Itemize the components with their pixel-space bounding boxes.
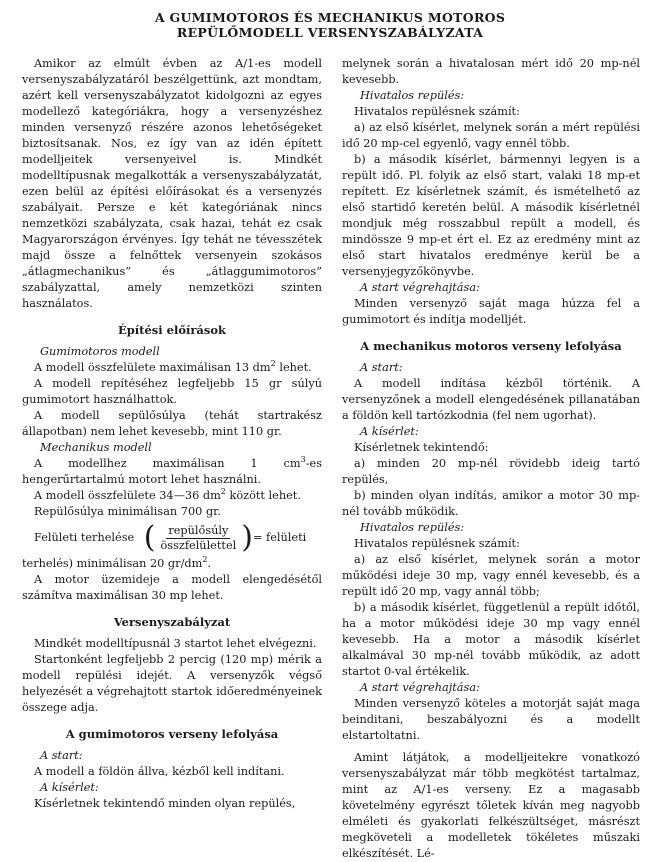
race-rules-heading: Versenyszabályzat xyxy=(113,615,231,629)
formula-label: Felületi terhelése xyxy=(34,531,135,544)
rubber-model-subheading: Gumimotoros modell xyxy=(40,345,160,358)
formula-fraction xyxy=(158,524,238,553)
mech-official-intro: Hivatalos repülésnek számít: xyxy=(354,537,520,550)
formula-equals: = felületi xyxy=(252,531,307,544)
formula-tail: terhelés) minimálisan 20 $gr/dm^2$. xyxy=(22,555,212,570)
left-column xyxy=(22,56,322,812)
rubber-attempt-paragraph: Kísérletnek tekintendő minden olyan repülés, xyxy=(34,797,296,810)
wing-loading-formula xyxy=(22,520,322,556)
continued-paragraph: melynek során a hivatalosan mért idő 20 mp-nél kevesebb. xyxy=(342,57,640,86)
mech-official-b: b) a második kísérlet, függetlenül a repült időtől, ha a motor működési ideje 30 mp vagy ennél kevesebb. Ha a motor a második kísérlet alkalmával 30 mp-nél tovább működik, az adott startot 0-val értékelik. xyxy=(342,601,640,678)
mech-execution-paragraph: Minden versenyző köteles a motorját saját maga beinditani, beszabályozni és a modellt elstartoltatni. xyxy=(342,697,640,742)
mech-attempt-a: a) minden 20 mp-nél rövidebb ideig tartó repülés, xyxy=(342,457,640,486)
title-line-2: REPÜLŐMODELL VERSENYSZABÁLYZATA xyxy=(176,25,484,40)
official-flight-a: a) az első kísérlet, melynek során a mért repülési idő 20 mp-cel egyenlő, vagy ennél több. xyxy=(342,121,640,150)
start-execution-subheading: A start végrehajtása: xyxy=(360,281,480,294)
race-starts-paragraph: Mindkét modelltípusnál 3 startot lehet elvégezni. xyxy=(34,637,317,650)
rubber-weight-paragraph: A modell sepülősúlya (tehát startrakész állapotban) nem lehet kevesebb, mint 110 gr. xyxy=(22,409,322,438)
mech-execution-subheading: A start végrehajtása: xyxy=(360,681,480,694)
start-execution-paragraph: Minden versenyző saját maga húzza fel a gumimotort és indítja modelljét. xyxy=(342,297,640,326)
mechanical-model-subheading: Mechanikus modell xyxy=(40,441,152,454)
mech-runtime-paragraph: A motor üzemideje a modell elengedésétől számítva maximálisan 30 mp lehet. xyxy=(22,573,322,602)
mech-engine-paragraph: A modellhez maximálisan 1 $cm^3-es$ hengerűrtartalmú motort lehet használni. xyxy=(22,455,322,486)
rubber-start-paragraph: A modell a földön állva, kézből kell indítani. xyxy=(34,765,285,778)
right-column xyxy=(342,56,640,862)
rubber-attempt-subheading: A kísérlet: xyxy=(40,781,99,794)
build-rules-heading: Építési előírások xyxy=(118,323,226,337)
mech-area-paragraph: A modell összfelülete 34—36 $dm^2$ között lehet. xyxy=(34,487,301,502)
formula-numerator: repülősúly xyxy=(168,523,229,537)
rubber-motor-paragraph: A modell repítéséhez legfeljebb 15 gr súlyú gumimotort használhattok. xyxy=(22,377,322,406)
closing-paragraph: Amint látjátok, a modelljeitekre vonatkozó versenyszabályzat már több megkötést tartalmaz, mint az A/1-es verseny. Ez a magasabb követelmény egyrészt tőletek kíván meg nagyobb elméleti és gyakorlati felkészültséget, másrészt megköveteli a modelletek tökéletes műszaki elkészítését. Lé- xyxy=(342,751,640,860)
mech-attempt-intro: Kísérletnek tekintendő: xyxy=(354,441,489,454)
rubber-race-heading: A gumimotoros verseny lefolyása xyxy=(65,727,279,741)
mech-start-paragraph: A modell indítása kézből történik. A versenyzőnek a modell elengedésének pillanatában a földön kell tartózkodnia (fel nem ugorhat). xyxy=(342,377,640,422)
official-flight-b: b) a második kísérlet, bármennyi legyen is a repült idő. Pl. folyik az első start, valaki 18 mp-et repített. Ez kísérletnek számít, és ismételhető az első startidő keretén belül. A második kísérletnél mondjuk még rosszabbul repült a modell, és mindössze 9 mp-et ért el. Ez az eredmény mint az első start hivatalos eredménye kerül be a versenyjegyzőkönyvbe. xyxy=(342,153,640,278)
mech-start-subheading: A start: xyxy=(360,361,403,374)
mechanical-race-heading: A mechanikus motoros verseny lefolyása xyxy=(360,339,622,353)
race-timing-paragraph: Startonként legfeljebb 2 percig (120 mp) mérik a modell repülési idejét. A versenyzők végső helyezését a végrehajtott startok időeredményeinek összege adja. xyxy=(22,653,322,714)
rubber-start-subheading: A start: xyxy=(40,749,83,762)
rubber-area-paragraph: A modell összfelülete maximálisan 13 $dm^2$ lehet. xyxy=(34,359,312,374)
mech-attempt-b: b) minden olyan indítás, amikor a motor 30 mp-nél tovább működik. xyxy=(342,489,640,518)
mech-weight-paragraph: Repülősúlya minimálisan 700 gr. xyxy=(34,505,221,518)
formula-close-paren: ) xyxy=(241,520,253,555)
formula-open-paren: ( xyxy=(134,520,156,555)
official-flight-subheading: Hivatalos repülés: xyxy=(360,89,465,102)
official-flight-intro: Hivatalos repülésnek számít: xyxy=(354,105,520,118)
intro-paragraph: Amikor az elmúlt évben az A/1-es modell versenyszabályzatáról beszélgettünk, azt mondtam, azért kell versenyszabályzatot kidolgozni az egyes modellező kategóriákra, hogy a versenyzéshez minden versenyző részére azonos lehetőségeket biztosítsanak. Nos, ez így van az idén épített modelljeitek versenyeivel is. Mindkét modelltípusnak megalkották a versenyszabályzatát, ezen belül az építési előírásokat és a versenyzés szabályait. Persze e két kategóriának nincs nemzetközi szabályzata, csak hazai, tehát ez csak Magyarországon érvényes. Így tehát ne tévesszétek majd össze a felnőttek versenyein szokásos „átlagmechanikus” és „átlaggumimotoros” szabályzattal, amely nemzetközi szinten használatos. xyxy=(22,57,322,310)
title-line-1: A GUMIMOTOROS ÉS MECHANIKUS MOTOROS xyxy=(154,10,506,25)
mech-attempt-subheading: A kísérlet: xyxy=(360,425,419,438)
mech-official-a: a) az első kísérlet, melynek során a motor működési ideje 30 mp, vagy ennél kevesebb, és a repült idő 20 mp, vagy annál több; xyxy=(342,553,640,598)
mech-official-subheading: Hivatalos repülés: xyxy=(360,521,465,534)
page-title xyxy=(0,10,660,40)
formula-denominator: összfelülettel xyxy=(160,538,237,552)
